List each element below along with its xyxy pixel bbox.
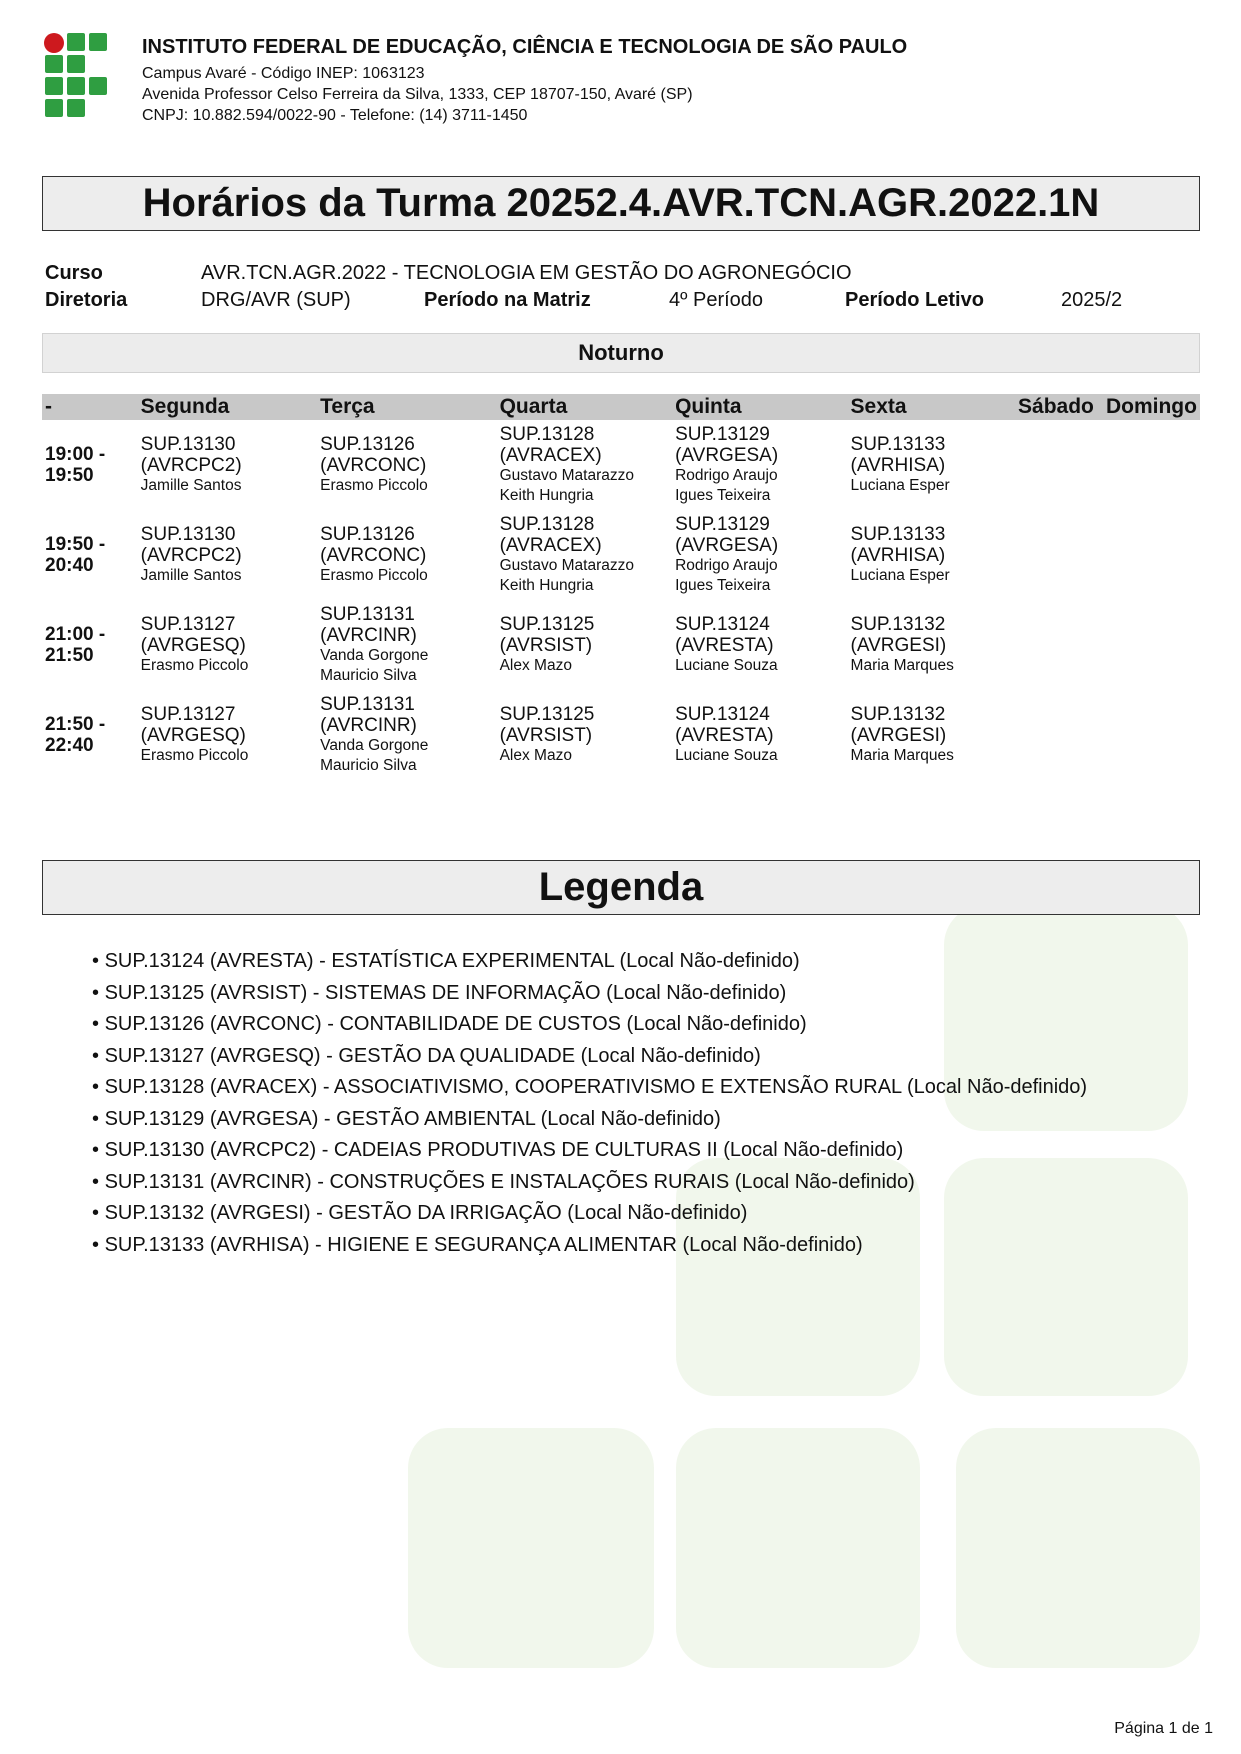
- legend-list: [92, 946, 1087, 1261]
- empty-cell: [1015, 690, 1103, 780]
- curso-label: Curso: [45, 262, 103, 284]
- header-sabado: Sábado: [1015, 394, 1103, 420]
- class-cell: SUP.13126 (AVRCONC) Erasmo Piccolo: [320, 524, 428, 584]
- class-cell: SUP.13128 (AVRACEX) Gustavo Matarazzo Keith Hungria: [499, 424, 634, 504]
- header-terca: Terça: [317, 394, 496, 420]
- list-item: • SUP.13125 (AVRSIST) - SISTEMAS DE INFORMAÇÃO (Local Não-definido): [92, 978, 1087, 1010]
- class-cell: SUP.13127 (AVRGESQ) Erasmo Piccolo: [140, 614, 249, 674]
- list-item: • SUP.13127 (AVRGESQ) - GESTÃO DA QUALIDADE (Local Não-definido): [92, 1041, 1087, 1073]
- if-logo-icon: [44, 33, 108, 117]
- empty-cell: [1103, 510, 1200, 600]
- periodo-matriz-value: 4º Período: [669, 289, 764, 311]
- class-cell: SUP.13132 (AVRGESI) Maria Marques: [850, 614, 954, 674]
- class-cell: SUP.13133 (AVRHISA) Luciana Esper: [850, 434, 950, 494]
- schedule-table: [42, 394, 1200, 780]
- class-cell: SUP.13130 (AVRCPC2) Jamille Santos: [140, 434, 242, 494]
- list-item: • SUP.13133 (AVRHISA) - HIGIENE E SEGURANÇA ALIMENTAR (Local Não-definido): [92, 1230, 1087, 1262]
- class-cell: SUP.13126 (AVRCONC) Erasmo Piccolo: [320, 434, 428, 494]
- list-item: • SUP.13126 (AVRCONC) - CONTABILIDADE DE CUSTOS (Local Não-definido): [92, 1009, 1087, 1041]
- class-cell: SUP.13131 (AVRCINR) Vanda Gorgone Mauricio Silva: [320, 694, 429, 774]
- header-time: -: [42, 394, 138, 420]
- list-item: • SUP.13124 (AVRESTA) - ESTATÍSTICA EXPERIMENTAL (Local Não-definido): [92, 946, 1087, 978]
- table-row: [42, 690, 1200, 780]
- periodo-letivo-value: 2025/2: [1061, 289, 1123, 311]
- empty-cell: [1103, 420, 1200, 510]
- class-cell: SUP.13129 (AVRGESA) Rodrigo Araujo Igues Teixeira: [675, 424, 779, 504]
- diretoria-value: DRG/AVR (SUP): [201, 289, 351, 311]
- list-item: • SUP.13132 (AVRGESI) - GESTÃO DA IRRIGAÇÃO (Local Não-definido): [92, 1198, 1087, 1230]
- class-cell: SUP.13124 (AVRESTA) Luciane Souza: [675, 704, 778, 764]
- address-info: Avenida Professor Celso Ferreira da Silva, 1333, CEP 18707-150, Avaré (SP): [142, 86, 693, 103]
- institution-header: [142, 36, 907, 126]
- class-cell: SUP.13132 (AVRGESI) Maria Marques: [850, 704, 954, 764]
- class-cell: SUP.13127 (AVRGESQ) Erasmo Piccolo: [140, 704, 249, 764]
- class-cell: SUP.13124 (AVRESTA) Luciane Souza: [675, 614, 778, 674]
- class-cell: SUP.13128 (AVRACEX) Gustavo Matarazzo Keith Hungria: [499, 514, 634, 594]
- time-slot: 21:50 - 22:40: [45, 714, 106, 756]
- time-slot: 21:00 - 21:50: [45, 624, 106, 666]
- header-quarta: Quarta: [497, 394, 672, 420]
- header-segunda: Segunda: [138, 394, 317, 420]
- empty-cell: [1103, 690, 1200, 780]
- institution-name: INSTITUTO FEDERAL DE EDUCAÇÃO, CIÊNCIA E TECNOLOGIA DE SÃO PAULO: [142, 36, 908, 58]
- table-row: [42, 510, 1200, 600]
- list-item: • SUP.13130 (AVRCPC2) - CADEIAS PRODUTIVAS DE CULTURAS II (Local Não-definido): [92, 1135, 1087, 1167]
- page-title: Horários da Turma 20252.4.AVR.TCN.AGR.2022.1N: [42, 176, 1200, 231]
- header-sexta: Sexta: [848, 394, 1015, 420]
- class-cell: SUP.13130 (AVRCPC2) Jamille Santos: [140, 524, 242, 584]
- empty-cell: [1015, 600, 1103, 690]
- empty-cell: [1015, 510, 1103, 600]
- time-slot: 19:50 - 20:40: [45, 534, 106, 576]
- empty-cell: [1103, 600, 1200, 690]
- class-cell: SUP.13129 (AVRGESA) Rodrigo Araujo Igues Teixeira: [675, 514, 779, 594]
- table-row: [42, 600, 1200, 690]
- list-item: • SUP.13128 (AVRACEX) - ASSOCIATIVISMO, COOPERATIVISMO E EXTENSÃO RURAL (Local Não-definido): [92, 1072, 1087, 1104]
- class-cell: SUP.13125 (AVRSIST) Alex Mazo: [499, 614, 595, 674]
- campus-info: Campus Avaré - Código INEP: 1063123: [142, 65, 425, 82]
- time-slot: 19:00 - 19:50: [45, 444, 106, 486]
- class-cell: SUP.13125 (AVRSIST) Alex Mazo: [499, 704, 595, 764]
- cnpj-info: CNPJ: 10.882.594/0022-90 - Telefone: (14) 3711-1450: [142, 107, 528, 124]
- header-domingo: Domingo: [1103, 394, 1200, 420]
- schedule-header-row: [42, 394, 1200, 420]
- table-row: [42, 420, 1200, 510]
- curso-value: AVR.TCN.AGR.2022 - TECNOLOGIA EM GESTÃO DO AGRONEGÓCIO: [201, 262, 852, 284]
- class-cell: SUP.13131 (AVRCINR) Vanda Gorgone Mauricio Silva: [320, 604, 429, 684]
- periodo-letivo-label: Período Letivo: [845, 289, 984, 311]
- page-number: Página 1 de 1: [1114, 1720, 1213, 1737]
- diretoria-label: Diretoria: [45, 289, 128, 311]
- shift-label: Noturno: [42, 333, 1200, 373]
- empty-cell: [1015, 420, 1103, 510]
- header-quinta: Quinta: [672, 394, 847, 420]
- list-item: • SUP.13129 (AVRGESA) - GESTÃO AMBIENTAL (Local Não-definido): [92, 1104, 1087, 1136]
- list-item: • SUP.13131 (AVRCINR) - CONSTRUÇÕES E INSTALAÇÕES RURAIS (Local Não-definido): [92, 1167, 1087, 1199]
- class-cell: SUP.13133 (AVRHISA) Luciana Esper: [850, 524, 950, 584]
- legend-title: Legenda: [42, 860, 1200, 915]
- periodo-matriz-label: Período na Matriz: [424, 289, 591, 311]
